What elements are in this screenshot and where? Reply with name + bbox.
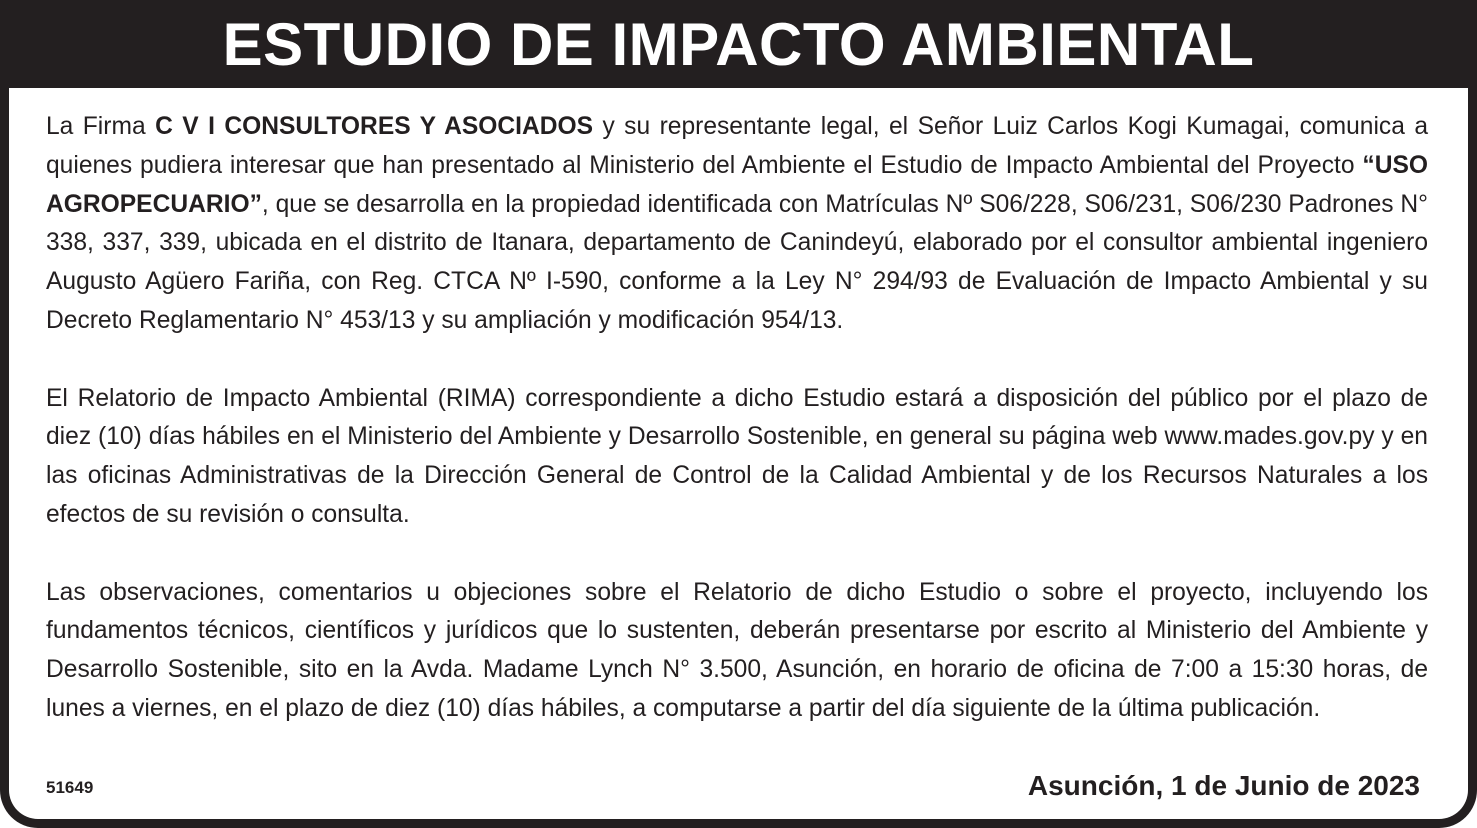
title-banner	[9, 0, 1468, 88]
paragraph1-part2: y su representante legal, el Señor Luiz Carlos Kogi Kumagai, comunica a quienes pudiera interesar que han presentado al Ministerio del Ambiente el Estudio de Impacto Ambiental del Proyecto	[46, 113, 1428, 179]
paragraph1-part3: , que se desarrolla en la propiedad identificada con Matrículas Nº S06/228, S06/231, S06/230 Padrones N° 338, 337, 339, ubicada en el distrito de Itanara, departamento de Canindeyú, elaborado por el consultor ambiental ingeniero Augusto Agüero Fariña, con Reg. CTCA Nº I-590, conforme a la Ley N° 294/93 de Evaluación de Impacto Ambiental y su Decreto Reglamentario N° 453/13 y su ampliación y modificación 954/13.	[46, 190, 1428, 334]
paragraph-rima-availability: El Relatorio de Impacto Ambiental (RIMA) correspondiente a dicho Estudio estará a disposición del público por el plazo de diez (10) días hábiles en el Ministerio del Ambiente y Desarrollo Sostenible, en general su página web www.mades.gov.py y en las oficinas Administrativas de la Dirección General de Control de la Calidad Ambiental y de los Recursos Naturales a los efectos de su revisión o consulta.	[46, 384, 1428, 528]
paragraph-announcement	[46, 108, 1428, 341]
notice-body	[46, 108, 1428, 729]
notice-title: ESTUDIO DE IMPACTO AMBIENTAL	[222, 11, 1255, 78]
paragraph1-part1: La Firma	[46, 113, 156, 140]
paragraph-observations: Las observaciones, comentarios u objeciones sobre el Relatorio de dicho Estudio o sobre el proyecto, incluyendo los fundamentos técnicos, científicos y jurídicos que lo sustenten, deberán presentarse por escrito al Ministerio del Ambiente y Desarrollo Sostenible, sito en la Avda. Madame Lynch N° 3.500, Asunción, en horario de oficina de 7:00 a 15:30 horas, de lunes a viernes, en el plazo de diez (10) días hábiles, a computarse a partir del día siguiente de la última publicación.	[46, 578, 1428, 722]
project-name: “USO AGROPECUARIO”	[46, 151, 1428, 218]
notice-code: 51649	[46, 778, 94, 797]
firm-name: C V I CONSULTORES Y ASOCIADOS	[155, 113, 594, 140]
notice-date: Asunción, 1 de Junio de 2023	[1027, 770, 1420, 801]
